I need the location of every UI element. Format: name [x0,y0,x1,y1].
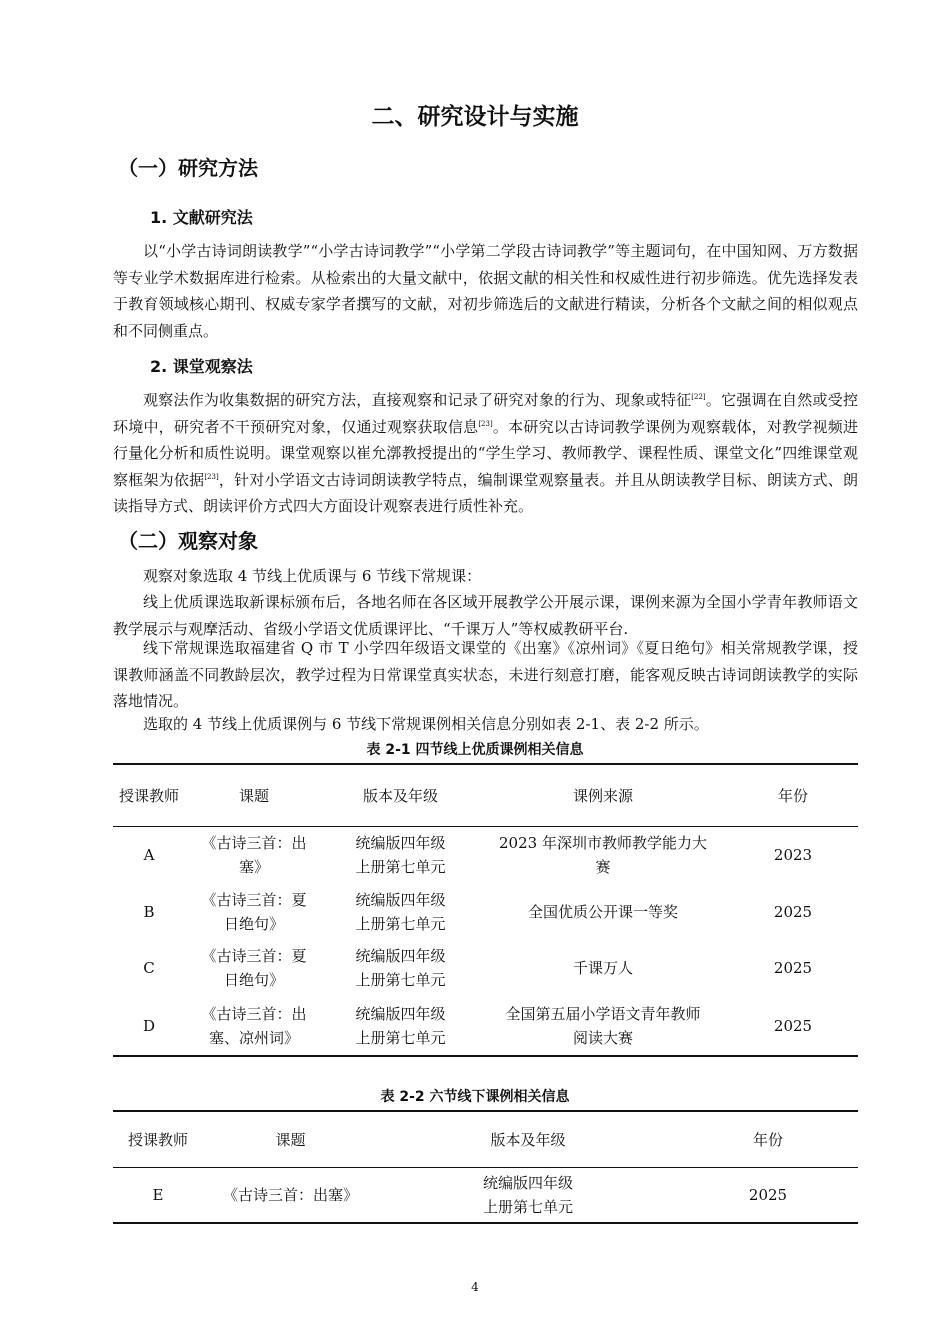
section-title: 二、研究设计与实施 [371,104,579,130]
table-row [113,1167,858,1223]
cell-year: 2025 [748,1185,788,1204]
subsection-title-subjects: （二）观察对象 [118,529,258,553]
table-row [113,884,858,940]
table1-header-teacher: 授课教师 [118,786,179,805]
cell-topic: 《古诗三首：出 塞》 [201,834,307,877]
table1-header-edition: 版本及年级 [362,786,438,805]
cell-topic: 《古诗三首：出 塞、凉州词》 [201,1004,307,1047]
table1-caption: 表 2-1 四节线上优质课例相关信息 [366,742,584,758]
table1-header-row [113,764,858,826]
cell-edition: 统编版四年级 上册第七单元 [355,891,446,933]
cell-edition: 统编版四年级 上册第七单元 [355,834,446,877]
cell-year: 2023 [773,846,813,865]
cell-source: 全国优质公开课一等奖 [527,903,678,921]
paragraph-literature: 以“小学古诗词朗读教学”“小学古诗词教学”“小学第二学段古诗词教学”等主题词句，在中国知网、万方数据等专业学术数据库进行检索。从检索出的大量文献中，依据文献的相关性和权威性进行初步筛选。优先选择发表于教育领域核心期刊、权威专家学者撰写的文献，对初步筛选后的文献进行精读，分析各个文献之间的相似观点和不同侧重点。 [113,242,858,340]
table1-header-source: 课例来源 [572,786,633,805]
cell-teacher: E [152,1185,164,1204]
method-title-literature: 1. 文献研究法 [150,208,253,227]
citation-23a: [23] [478,419,493,428]
table1 [113,763,858,1057]
table-row [113,940,858,996]
cell-edition: 统编版四年级 上册第七单元 [482,1173,573,1216]
table2 [113,1110,858,1224]
cell-teacher: D [142,1016,156,1035]
table-row [113,996,858,1056]
table-row [113,826,858,884]
paragraph-observation [113,387,858,520]
table1-header-topic: 课题 [238,786,269,805]
page-number: 4 [471,1280,479,1294]
paragraph-online-classes: 线上优质课选取新课标颁布后，各地名师在各区域开展教学公开展示课，课例来源为全国小学青年教师语文教学展示与观摩活动、省级小学语文优质课评比、“千课万人”等权威教研平台. [113,593,858,638]
observation-text-d: ，针对小学语文古诗词朗读教学特点，编制课堂观察量表。并且从朗读教学目标、朗读方式、朗读指导方式、朗读评价方式四大方面设计观察表进行质性补充。 [113,470,858,515]
table1-header-year: 年份 [777,786,808,805]
cell-year: 2025 [773,903,813,921]
paragraph-offline-classes: 线下常规课选取福建省 Q 市 T 小学四年级语文课堂的《出塞》《凉州词》《夏日绝句》相关常规教学课，授课教师涵盖不同教龄层次，教学过程为日常课堂真实状态，未进行刻意打磨，能客观反映古诗词朗读教学的实际落地情况。 [113,639,858,710]
cell-source: 2023 年深圳市教师教学能力大 赛 [499,834,707,877]
table2-header-teacher: 授课教师 [127,1130,188,1149]
method-title-observation: 2. 课堂观察法 [150,357,253,376]
citation-22: [22] [691,393,706,401]
citation-23b: [23] [204,472,219,481]
table2-header-edition: 版本及年级 [490,1130,566,1149]
paragraph-subjects-intro: 观察对象选取 4 节线上优质课与 6 节线下常规课： [143,567,482,585]
cell-source: 全国第五届小学语文青年教师 阅读大赛 [505,1004,701,1047]
cell-topic: 《古诗三首：夏 日绝句》 [201,891,307,933]
cell-topic: 《古诗三首：夏 日绝句》 [201,947,307,989]
table2-header-topic: 课题 [275,1130,306,1149]
table2-header-row [113,1111,858,1167]
paragraph-table-reference: 选取的 4 节线上优质课例与 6 节线下常规课例相关信息分别如表 2-1、表 2-2 所示。 [143,715,709,733]
observation-text-b: 。它强调在自然或受控环境中，研究者不干预研究对象，仅通过观察获取信息 [113,391,858,436]
table2-caption: 表 2-2 六节线下课例相关信息 [380,1089,570,1105]
cell-teacher: C [143,959,155,977]
cell-edition: 统编版四年级 上册第七单元 [355,1004,446,1047]
cell-teacher: A [143,846,155,865]
cell-teacher: B [143,903,155,921]
cell-year: 2025 [773,1016,813,1035]
table2-header-year: 年份 [752,1130,783,1149]
cell-edition: 统编版四年级 上册第七单元 [355,947,446,989]
subsection-title-methods: （一）研究方法 [118,156,258,180]
cell-topic: 《古诗三首：出塞》 [222,1185,358,1204]
cell-year: 2025 [773,959,813,977]
observation-text-a: 观察法作为收集数据的研究方法，直接观察和记录了研究对象的行为、现象或特征 [143,391,692,409]
cell-source: 千课万人 [572,959,633,977]
observation-text-c: 。本研究以古诗词教学课例为观察载体，对教学视频进行量化分析和质性说明。课堂观察以崔允漷教授提出的“学生学习、教师教学、课程性质、课堂文化”四维课堂观察框架为依据 [113,417,858,489]
